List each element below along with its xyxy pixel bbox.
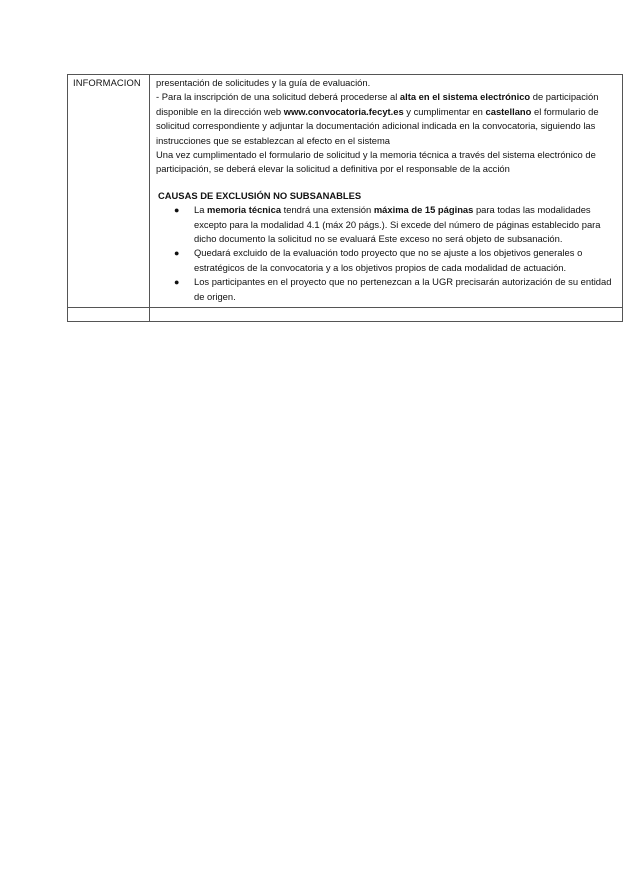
list-item [156,246,618,275]
row-label: INFORMACION [68,75,150,308]
intro-line: presentación de solicitudes y la guía de evaluación. [156,77,371,88]
table-row [68,75,623,308]
bold-run: memoria técnica [207,204,282,216]
text-run: y cumplimentar en [403,105,486,117]
text-run: para todas las modalidades excepto para la modalidad 4.1 (máx 20 págs.). Si excede del número de páginas establecido para dicho documento la solicitud no se evaluará Este exceso no será objeto de subsanación. [194,204,601,245]
text-run: - Para la inscripción de una solicitud deberá procederse al [156,91,400,103]
text-run: tendrá una extensión [281,204,374,216]
text-run: el formulario de solicitud correspondiente y adjuntar la documentación adicional indicada en la convocatoria, siguiendo las instrucciones que se establezcan al efecto en el sistema [156,105,599,146]
empty-cell [150,308,623,322]
bullet-icon: ● [174,277,180,288]
empty-cell [68,308,150,322]
bullet-icon: ● [174,248,180,259]
registration-paragraph [156,90,618,148]
text-run: Quedará excluido de la evaluación todo proyecto que no se ajuste a los objetivos generales o estratégicos de la convocatoria y a los objetivos propios de cada modalidad de actuación. [194,247,583,273]
table-row-empty [68,308,623,322]
website-link-text: www.convocatoria.fecyt.es [283,105,404,117]
text-run: de participación disponible en la dirección web [156,91,599,117]
bold-run: castellano [485,105,532,117]
text-run: La [194,204,208,216]
text-run: Los participantes en el proyecto que no pertenezcan a la UGR precisarán autorización de su entidad de origen. [194,276,612,302]
exclusion-causes-heading: CAUSAS DE EXCLUSIÓN NO SUBSANABLES [158,189,362,201]
row-content [150,75,623,308]
bold-run: máxima de 15 páginas [373,204,474,216]
bold-run: alta en el sistema electrónico [399,91,531,103]
list-item [156,203,618,246]
information-table [67,74,623,322]
list-item [156,275,618,304]
bullet-icon: ● [174,205,180,216]
exclusion-causes-list [156,203,618,304]
submission-paragraph: Una vez cumplimentado el formulario de solicitud y la memoria técnica a través del sistema electrónico de participación, se deberá elevar la solicitud a definitiva por el responsable de la acción [156,149,596,175]
